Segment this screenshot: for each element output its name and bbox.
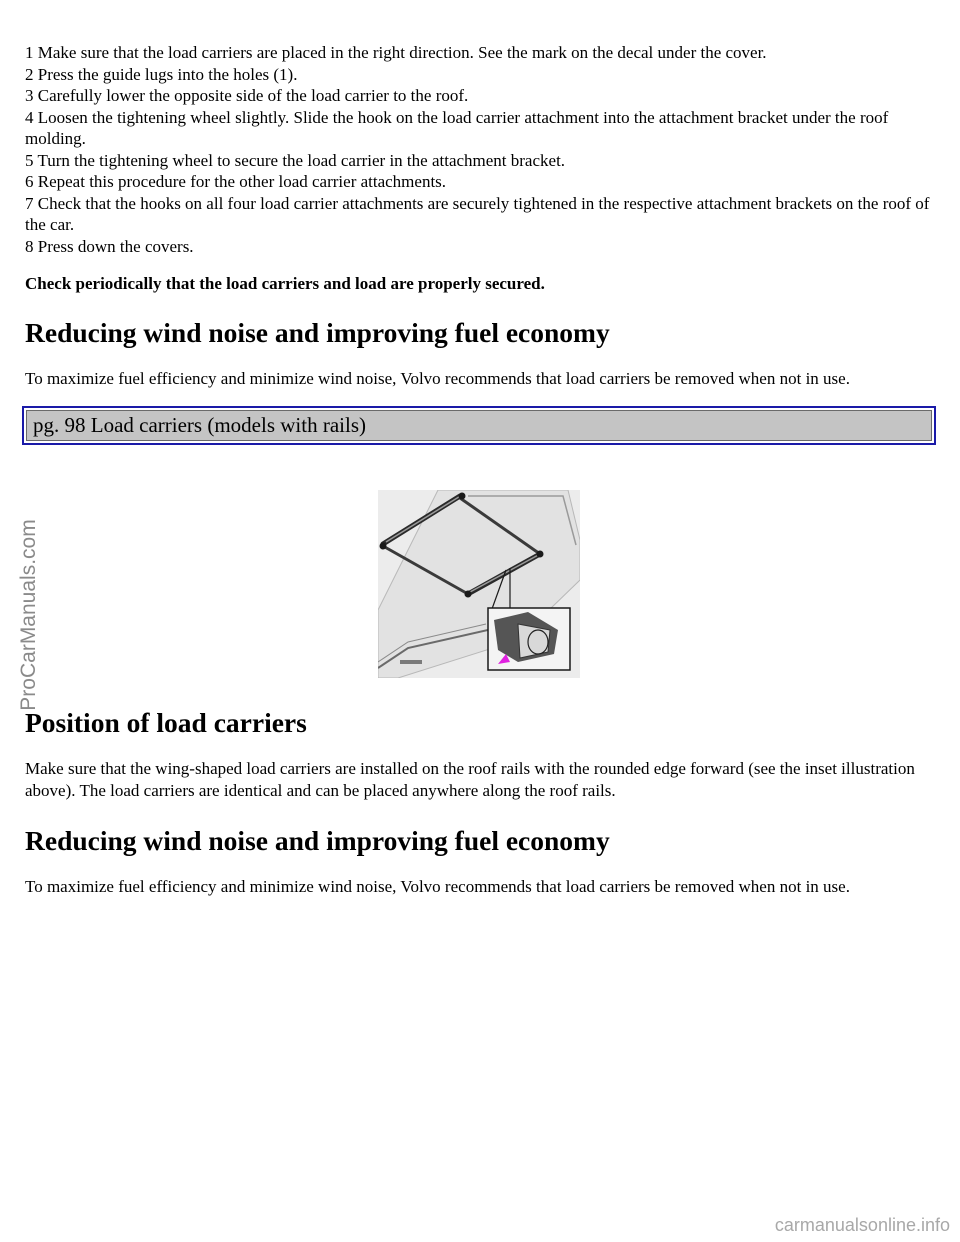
step-6: 6 Repeat this procedure for the other load carrier attachments. bbox=[25, 172, 447, 191]
watermark-carmanualsonline: carmanualsonline.info bbox=[774, 1215, 950, 1235]
paragraph-wind-noise-2: To maximize fuel efficiency and minimize wind noise, Volvo recommends that load carriers be removed when not in use. bbox=[25, 877, 850, 896]
page-section-title: pg. 98 Load carriers (models with rails) bbox=[26, 410, 932, 441]
instruction-steps bbox=[25, 42, 935, 257]
heading-wind-noise-2: Reducing wind noise and improving fuel economy bbox=[25, 825, 610, 856]
step-7: 7 Check that the hooks on all four load carrier attachments are securely tightened in the respective attachment brackets on the roof of the car. bbox=[25, 193, 930, 234]
security-note: Check periodically that the load carriers and load are properly secured. bbox=[25, 274, 545, 293]
load-carrier-illustration bbox=[378, 490, 580, 678]
paragraph-position: Make sure that the wing-shaped load carriers are installed on the roof rails with the rounded edge forward (see the inset illustration above). The load carriers are identical and can be placed anywhere along the roof rails. bbox=[25, 759, 915, 800]
heading-position: Position of load carriers bbox=[25, 707, 307, 738]
paragraph-wind-noise-1: To maximize fuel efficiency and minimize wind noise, Volvo recommends that load carriers be removed when not in use. bbox=[25, 369, 850, 388]
page-section-bar bbox=[22, 406, 936, 445]
step-3: 3 Carefully lower the opposite side of the load carrier to the roof. bbox=[25, 86, 469, 105]
step-5: 5 Turn the tightening wheel to secure the load carrier in the attachment bracket. bbox=[25, 150, 566, 170]
manual-page bbox=[25, 42, 935, 898]
step-4: 4 Loosen the tightening wheel slightly. Slide the hook on the load carrier attachment into the attachment bracket under the roof molding. bbox=[25, 107, 889, 148]
step-1: 1 Make sure that the load carriers are placed in the right direction. See the mark on the decal under the cover. bbox=[25, 43, 767, 62]
heading-wind-noise-1: Reducing wind noise and improving fuel economy bbox=[25, 317, 610, 348]
watermark-procarmanuals: ProCarManuals.com bbox=[17, 519, 40, 711]
step-2: 2 Press the guide lugs into the holes (1). bbox=[25, 64, 298, 84]
step-8: 8 Press down the covers. bbox=[25, 236, 194, 256]
